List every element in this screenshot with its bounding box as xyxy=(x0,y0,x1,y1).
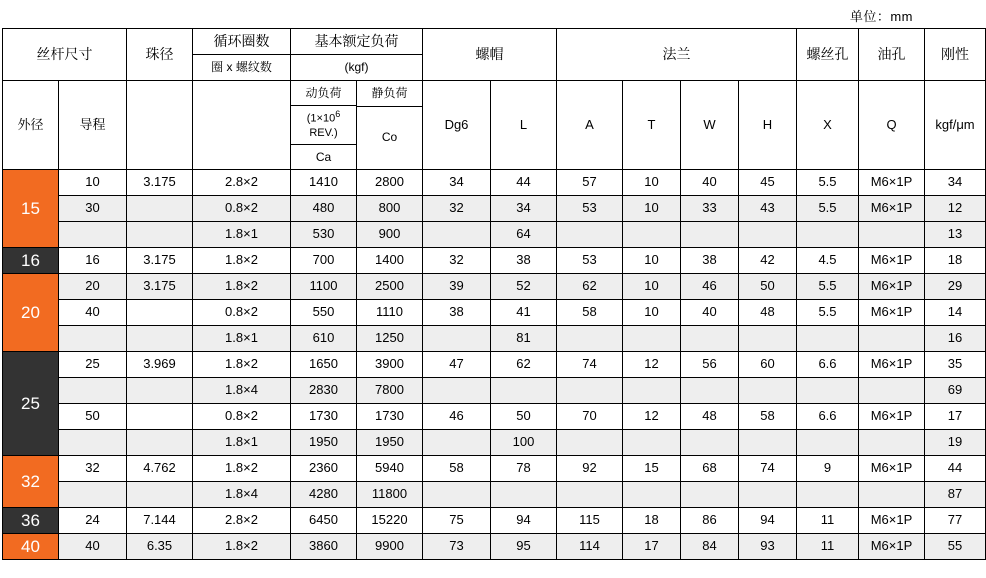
cell-h xyxy=(739,222,797,248)
cell-dynamic-load: 1100 xyxy=(291,274,357,300)
cell-circuits: 1.8×2 xyxy=(193,456,291,482)
table-row xyxy=(3,430,986,456)
group-label-36: 36 xyxy=(3,508,59,534)
cell-dg6 xyxy=(423,482,491,508)
group-label-15: 15 xyxy=(3,170,59,248)
cell-q: M6×1P xyxy=(859,534,925,560)
cell-ball-dia: 3.175 xyxy=(127,248,193,274)
cell-l: 64 xyxy=(491,222,557,248)
cell-x: 11 xyxy=(797,508,859,534)
cell-q xyxy=(859,430,925,456)
cell-static-load: 1400 xyxy=(357,248,423,274)
cell-dynamic-load: 550 xyxy=(291,300,357,326)
th-outer-dia: 外径 xyxy=(3,81,59,170)
cell-l: 41 xyxy=(491,300,557,326)
cell-rigidity: 34 xyxy=(925,170,986,196)
cell-x xyxy=(797,326,859,352)
cell-rigidity: 17 xyxy=(925,404,986,430)
cell-dg6: 46 xyxy=(423,404,491,430)
cell-lead: 25 xyxy=(59,352,127,378)
cell-l: 52 xyxy=(491,274,557,300)
cell-static-load: 3900 xyxy=(357,352,423,378)
cell-h: 42 xyxy=(739,248,797,274)
cell-h: 58 xyxy=(739,404,797,430)
table-body xyxy=(3,170,986,560)
cell-w: 68 xyxy=(681,456,739,482)
cell-ball-dia: 3.969 xyxy=(127,352,193,378)
cell-t: 10 xyxy=(623,274,681,300)
group-label-16: 16 xyxy=(3,248,59,274)
cell-ball-dia xyxy=(127,482,193,508)
cell-dynamic-load: 1410 xyxy=(291,170,357,196)
cell-dynamic-load: 700 xyxy=(291,248,357,274)
table-row xyxy=(3,196,986,222)
th-screw-size: 丝杆尺寸 xyxy=(3,29,127,81)
cell-l: 62 xyxy=(491,352,557,378)
cell-x xyxy=(797,222,859,248)
cell-h: 93 xyxy=(739,534,797,560)
cell-ball-dia xyxy=(127,222,193,248)
cell-rigidity: 13 xyxy=(925,222,986,248)
cell-static-load: 2800 xyxy=(357,170,423,196)
cell-rigidity: 69 xyxy=(925,378,986,404)
cell-static-load: 1250 xyxy=(357,326,423,352)
cell-circuits: 0.8×2 xyxy=(193,300,291,326)
th-load-unit: (kgf) xyxy=(291,55,423,81)
cell-circuits: 1.8×1 xyxy=(193,326,291,352)
cell-q: M6×1P xyxy=(859,404,925,430)
cell-q: M6×1P xyxy=(859,352,925,378)
cell-dynamic-load: 530 xyxy=(291,222,357,248)
cell-a xyxy=(557,430,623,456)
cell-ball-dia xyxy=(127,430,193,456)
cell-dynamic-load: 6450 xyxy=(291,508,357,534)
cell-lead: 40 xyxy=(59,534,127,560)
cell-w: 40 xyxy=(681,170,739,196)
cell-t xyxy=(623,326,681,352)
header-row-3 xyxy=(3,81,986,170)
cell-static-load: 900 xyxy=(357,222,423,248)
cell-t xyxy=(623,378,681,404)
cell-dynamic-load: 2830 xyxy=(291,378,357,404)
group-label-20: 20 xyxy=(3,274,59,352)
table-row xyxy=(3,222,986,248)
cell-w: 48 xyxy=(681,404,739,430)
th-dynamic-load: 动负荷 xyxy=(291,81,356,106)
cell-x xyxy=(797,378,859,404)
cell-l xyxy=(491,378,557,404)
cell-h: 48 xyxy=(739,300,797,326)
cell-a: 62 xyxy=(557,274,623,300)
cell-rigidity: 14 xyxy=(925,300,986,326)
cell-q: M6×1P xyxy=(859,196,925,222)
cell-q: M6×1P xyxy=(859,300,925,326)
th-t: T xyxy=(623,81,681,170)
cell-x: 5.5 xyxy=(797,300,859,326)
cell-circuits: 1.8×4 xyxy=(193,482,291,508)
cell-t: 12 xyxy=(623,352,681,378)
cell-rigidity: 44 xyxy=(925,456,986,482)
cell-a: 53 xyxy=(557,196,623,222)
cell-lead xyxy=(59,430,127,456)
cell-t xyxy=(623,482,681,508)
cell-a: 58 xyxy=(557,300,623,326)
cell-circuits: 1.8×2 xyxy=(193,274,291,300)
cell-lead: 24 xyxy=(59,508,127,534)
table-row xyxy=(3,326,986,352)
cell-t: 10 xyxy=(623,300,681,326)
cell-t: 12 xyxy=(623,404,681,430)
cell-x: 11 xyxy=(797,534,859,560)
cell-static-load: 1110 xyxy=(357,300,423,326)
cell-l: 95 xyxy=(491,534,557,560)
cell-ball-dia xyxy=(127,378,193,404)
th-x: X xyxy=(797,81,859,170)
cell-circuits: 1.8×1 xyxy=(193,222,291,248)
cell-dg6: 75 xyxy=(423,508,491,534)
cell-circuits: 2.8×2 xyxy=(193,170,291,196)
cell-rigidity: 19 xyxy=(925,430,986,456)
th-l: L xyxy=(491,81,557,170)
cell-t: 15 xyxy=(623,456,681,482)
cell-h: 43 xyxy=(739,196,797,222)
cell-q xyxy=(859,482,925,508)
cell-dg6: 32 xyxy=(423,196,491,222)
cell-ball-dia xyxy=(127,300,193,326)
cell-w: 46 xyxy=(681,274,739,300)
cell-h xyxy=(739,326,797,352)
cell-t xyxy=(623,430,681,456)
dyn-note-part2: REV.) xyxy=(309,126,338,139)
cell-dynamic-load: 480 xyxy=(291,196,357,222)
cell-h xyxy=(739,430,797,456)
cell-h: 94 xyxy=(739,508,797,534)
table-row xyxy=(3,248,986,274)
th-h: H xyxy=(739,81,797,170)
cell-dynamic-load: 1730 xyxy=(291,404,357,430)
cell-ball-dia: 7.144 xyxy=(127,508,193,534)
table-row xyxy=(3,170,986,196)
cell-a: 53 xyxy=(557,248,623,274)
cell-dg6: 47 xyxy=(423,352,491,378)
cell-x: 5.5 xyxy=(797,196,859,222)
cell-lead: 40 xyxy=(59,300,127,326)
th-circuits: 循环圈数 xyxy=(193,29,291,55)
cell-t: 10 xyxy=(623,196,681,222)
th-dynamic-load-cell xyxy=(291,81,357,170)
cell-circuits: 1.8×2 xyxy=(193,352,291,378)
cell-lead xyxy=(59,378,127,404)
cell-h: 74 xyxy=(739,456,797,482)
th-dynamic-load-note xyxy=(291,106,356,145)
cell-ball-dia xyxy=(127,404,193,430)
dyn-note-sup: 6 xyxy=(335,109,341,120)
cell-q xyxy=(859,222,925,248)
cell-h xyxy=(739,378,797,404)
th-a: A xyxy=(557,81,623,170)
cell-static-load: 1950 xyxy=(357,430,423,456)
cell-l: 81 xyxy=(491,326,557,352)
th-load: 基本额定负荷 xyxy=(291,29,423,55)
cell-dg6 xyxy=(423,430,491,456)
cell-ball-dia xyxy=(127,326,193,352)
th-dg6: Dg6 xyxy=(423,81,491,170)
cell-a: 70 xyxy=(557,404,623,430)
cell-lead: 50 xyxy=(59,404,127,430)
cell-h: 45 xyxy=(739,170,797,196)
cell-dynamic-load: 3860 xyxy=(291,534,357,560)
cell-rigidity: 12 xyxy=(925,196,986,222)
table-row xyxy=(3,482,986,508)
cell-w: 38 xyxy=(681,248,739,274)
cell-a: 114 xyxy=(557,534,623,560)
cell-x: 9 xyxy=(797,456,859,482)
cell-circuits: 0.8×2 xyxy=(193,404,291,430)
table-row xyxy=(3,352,986,378)
cell-lead: 30 xyxy=(59,196,127,222)
cell-q: M6×1P xyxy=(859,248,925,274)
cell-t: 18 xyxy=(623,508,681,534)
cell-dynamic-load: 1650 xyxy=(291,352,357,378)
cell-circuits: 1.8×1 xyxy=(193,430,291,456)
cell-q: M6×1P xyxy=(859,274,925,300)
cell-l: 78 xyxy=(491,456,557,482)
table-row xyxy=(3,300,986,326)
cell-a: 57 xyxy=(557,170,623,196)
cell-rigidity: 29 xyxy=(925,274,986,300)
cell-dg6: 32 xyxy=(423,248,491,274)
cell-circuits: 1.8×2 xyxy=(193,248,291,274)
cell-static-load: 1730 xyxy=(357,404,423,430)
cell-dg6: 34 xyxy=(423,170,491,196)
table-row xyxy=(3,534,986,560)
cell-h: 50 xyxy=(739,274,797,300)
cell-w xyxy=(681,326,739,352)
cell-w xyxy=(681,378,739,404)
cell-rigidity: 16 xyxy=(925,326,986,352)
cell-dg6: 38 xyxy=(423,300,491,326)
cell-lead xyxy=(59,222,127,248)
cell-x xyxy=(797,482,859,508)
cell-static-load: 11800 xyxy=(357,482,423,508)
cell-w: 33 xyxy=(681,196,739,222)
cell-a xyxy=(557,326,623,352)
cell-w: 84 xyxy=(681,534,739,560)
cell-lead: 20 xyxy=(59,274,127,300)
cell-static-load: 15220 xyxy=(357,508,423,534)
cell-circuits: 1.8×4 xyxy=(193,378,291,404)
group-label-25: 25 xyxy=(3,352,59,456)
cell-l: 34 xyxy=(491,196,557,222)
cell-a xyxy=(557,378,623,404)
table-row xyxy=(3,456,986,482)
th-ball-dia-blank xyxy=(127,81,193,170)
th-oil-hole: 油孔 xyxy=(859,29,925,81)
th-ca: Ca xyxy=(315,149,332,164)
cell-rigidity: 55 xyxy=(925,534,986,560)
cell-static-load: 5940 xyxy=(357,456,423,482)
cell-q xyxy=(859,378,925,404)
cell-x: 6.6 xyxy=(797,352,859,378)
cell-l: 44 xyxy=(491,170,557,196)
cell-x: 4.5 xyxy=(797,248,859,274)
header-row-1 xyxy=(3,29,986,55)
th-ball-dia: 珠径 xyxy=(127,29,193,81)
cell-circuits: 1.8×2 xyxy=(193,534,291,560)
table-row xyxy=(3,274,986,300)
cell-l: 100 xyxy=(491,430,557,456)
th-static-load-cell xyxy=(357,81,423,170)
cell-q: M6×1P xyxy=(859,170,925,196)
cell-a xyxy=(557,482,623,508)
table-row xyxy=(3,404,986,430)
cell-rigidity: 35 xyxy=(925,352,986,378)
cell-l: 38 xyxy=(491,248,557,274)
cell-dynamic-load: 610 xyxy=(291,326,357,352)
cell-x: 6.6 xyxy=(797,404,859,430)
cell-x: 5.5 xyxy=(797,274,859,300)
th-screw-hole: 螺丝孔 xyxy=(797,29,859,81)
cell-static-load: 2500 xyxy=(357,274,423,300)
cell-lead xyxy=(59,326,127,352)
cell-dg6 xyxy=(423,378,491,404)
cell-w xyxy=(681,222,739,248)
cell-static-load: 800 xyxy=(357,196,423,222)
group-label-40: 40 xyxy=(3,534,59,560)
cell-l xyxy=(491,482,557,508)
th-nut: 螺帽 xyxy=(423,29,557,81)
cell-static-load: 7800 xyxy=(357,378,423,404)
dyn-note-part1: (1×10 xyxy=(306,113,336,126)
cell-w xyxy=(681,430,739,456)
cell-x: 5.5 xyxy=(797,170,859,196)
cell-a xyxy=(557,222,623,248)
th-co: Co xyxy=(381,130,398,144)
cell-ball-dia: 3.175 xyxy=(127,170,193,196)
cell-dynamic-load: 2360 xyxy=(291,456,357,482)
table-row xyxy=(3,378,986,404)
unit-note: 单位：mm xyxy=(849,9,913,24)
th-q: Q xyxy=(859,81,925,170)
cell-ball-dia: 6.35 xyxy=(127,534,193,560)
cell-q: M6×1P xyxy=(859,456,925,482)
cell-ball-dia xyxy=(127,196,193,222)
cell-q: M6×1P xyxy=(859,508,925,534)
cell-rigidity: 87 xyxy=(925,482,986,508)
th-circuits-blank xyxy=(193,81,291,170)
cell-t: 10 xyxy=(623,170,681,196)
cell-dg6: 58 xyxy=(423,456,491,482)
cell-t: 10 xyxy=(623,248,681,274)
cell-a: 115 xyxy=(557,508,623,534)
cell-a: 92 xyxy=(557,456,623,482)
cell-dg6: 73 xyxy=(423,534,491,560)
th-flange: 法兰 xyxy=(557,29,797,81)
cell-circuits: 2.8×2 xyxy=(193,508,291,534)
table-row xyxy=(3,508,986,534)
th-rigidity-unit: kgf/μm xyxy=(925,81,986,170)
th-circuits-sub: 圈 x 螺纹数 xyxy=(193,55,291,81)
cell-lead: 10 xyxy=(59,170,127,196)
cell-w xyxy=(681,482,739,508)
th-lead: 导程 xyxy=(59,81,127,170)
cell-a: 74 xyxy=(557,352,623,378)
cell-w: 40 xyxy=(681,300,739,326)
cell-h: 60 xyxy=(739,352,797,378)
cell-static-load: 9900 xyxy=(357,534,423,560)
cell-lead xyxy=(59,482,127,508)
group-label-32: 32 xyxy=(3,456,59,508)
th-rigidity: 刚性 xyxy=(925,29,986,81)
cell-x xyxy=(797,430,859,456)
cell-l: 50 xyxy=(491,404,557,430)
cell-rigidity: 18 xyxy=(925,248,986,274)
cell-t xyxy=(623,222,681,248)
cell-lead: 16 xyxy=(59,248,127,274)
cell-lead: 32 xyxy=(59,456,127,482)
cell-dg6: 39 xyxy=(423,274,491,300)
ballscrew-spec-table xyxy=(2,28,986,560)
cell-l: 94 xyxy=(491,508,557,534)
cell-dg6 xyxy=(423,326,491,352)
th-static-load: 静负荷 xyxy=(357,82,422,107)
cell-h xyxy=(739,482,797,508)
cell-dynamic-load: 1950 xyxy=(291,430,357,456)
cell-rigidity: 77 xyxy=(925,508,986,534)
cell-q xyxy=(859,326,925,352)
cell-ball-dia: 3.175 xyxy=(127,274,193,300)
cell-w: 56 xyxy=(681,352,739,378)
cell-dynamic-load: 4280 xyxy=(291,482,357,508)
cell-ball-dia: 4.762 xyxy=(127,456,193,482)
cell-dg6 xyxy=(423,222,491,248)
cell-w: 86 xyxy=(681,508,739,534)
cell-t: 17 xyxy=(623,534,681,560)
cell-circuits: 0.8×2 xyxy=(193,196,291,222)
th-w: W xyxy=(681,81,739,170)
